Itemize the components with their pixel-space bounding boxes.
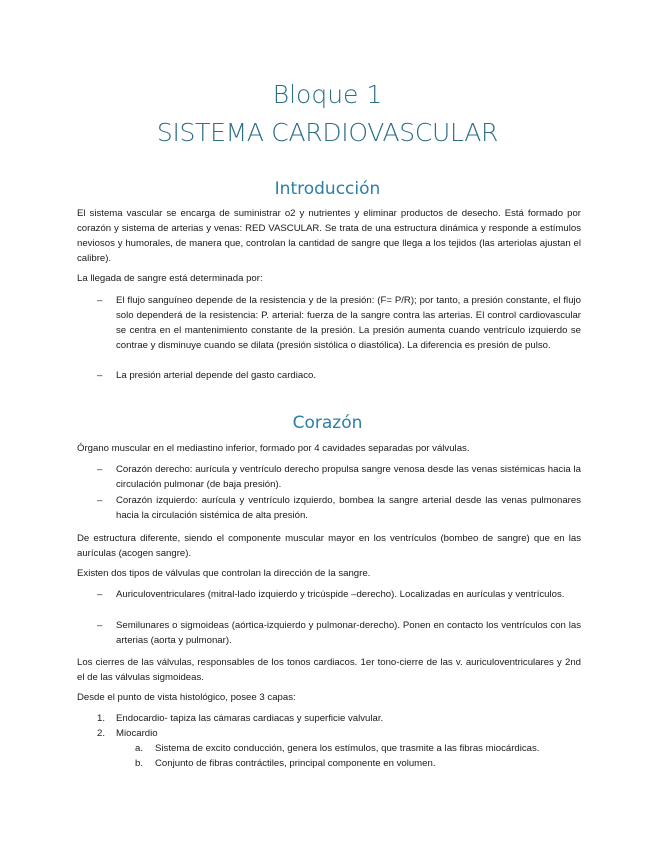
corazon-bullet-2: Corazón izquierdo: aurícula y ventrículo izquierdo, bombea la sangre arterial desde las venas pulmonares hacia la circulación sistémica de alta presión.: [116, 495, 581, 521]
bullet-dash: –: [97, 370, 103, 381]
list-number: 2.: [97, 728, 106, 739]
corazon-paragraph-1: Órgano muscular en el mediastino inferior, formado por 4 cavidades separadas por válvulas.: [77, 443, 470, 454]
intro-bullet-2: La presión arterial depende del gasto cardiaco.: [116, 370, 317, 381]
bullet-dash: –: [97, 620, 103, 631]
corazon-paragraph-2: De estructura diferente, siendo el componente muscular mayor en los ventrículos (bombeo de sangre) que en las aurículas (acogen sangre).: [77, 533, 581, 559]
list-number: 1.: [97, 713, 106, 724]
bullet-dash: –: [97, 589, 103, 600]
list-item-miocardio: Miocardio: [116, 728, 158, 739]
valve-bullet-2: Semilunares o sigmoideas (aórtica-izquierdo y pulmonar-derecho). Ponen en contacto los ventrículos con las arterias (aorta y pulmonar).: [116, 620, 581, 646]
document-title-block: Bloque 1: [272, 80, 383, 109]
heading-introduccion: Introducción: [274, 179, 381, 199]
valve-bullet-1: Auriculoventriculares (mitral-lado izquierdo y tricúspide –derecho). Localizadas en aurículas y ventrículos.: [116, 589, 565, 600]
corazon-paragraph-4: Los cierres de las válvulas, responsables de los tonos cardiacos. 1er tono-cierre de las v. auriculoventriculares y 2nd el de las válvulas sigmoideas.: [77, 657, 581, 683]
heading-corazon: Corazón: [292, 413, 363, 433]
document-title: SISTEMA CARDIOVASCULAR: [156, 118, 499, 147]
corazon-paragraph-5: Desde el punto de vista histológico, posee 3 capas:: [77, 692, 296, 703]
list-item-endocardio: Endocardio- tapiza las cámaras cardiacas y superficie valvular.: [116, 713, 384, 724]
corazon-paragraph-3: Existen dos tipos de válvulas que controlan la dirección de la sangre.: [77, 568, 371, 579]
intro-bullet-1: El flujo sanguíneo depende de la resistencia y de la presión: (F= P/R); por tanto, a presión constante, el flujo solo dependerá de la resistencia: P. arterial: fuerza de la sangre contra las arterias. El control cardiovascular se centra en el mantenimiento constante de la presión. La presión aumenta cuando ventrículo izquierdo se contrae y disminuye cuando se dilata (presión sistólica o diastólica). La diferencia es presión de pulso.: [116, 295, 581, 351]
bullet-dash: –: [97, 495, 103, 506]
intro-paragraph-2: La llegada de sangre está determinada por:: [77, 273, 263, 284]
sublist-letter: b.: [135, 758, 144, 769]
sublist-letter: a.: [135, 743, 144, 754]
bullet-dash: –: [97, 464, 103, 475]
corazon-bullet-1: Corazón derecho: aurícula y ventrículo derecho propulsa sangre venosa desde las venas sistémicas hacia la circulación pulmonar (de baja presión).: [116, 464, 581, 490]
sublist-item-fibras: Conjunto de fibras contráctiles, principal componente en volumen.: [155, 758, 436, 769]
bullet-dash: –: [97, 295, 103, 306]
intro-paragraph-1: El sistema vascular se encarga de suministrar o2 y nutrientes y eliminar productos de desecho. Está formado por corazón y sistema de arterias y venas: RED VASCULAR. Se trata de una estructura dinámica y responde a estímulos neviosos y humorales, de manera que, controlan la cantidad de sangre que llega a los tejidos (las arteriolas ajustan el calibre).: [77, 208, 581, 264]
sublist-item-excitoconduccion: Sistema de excito conducción, genera los estímulos, que trasmite a las fibras miocárdicas.: [155, 743, 540, 754]
